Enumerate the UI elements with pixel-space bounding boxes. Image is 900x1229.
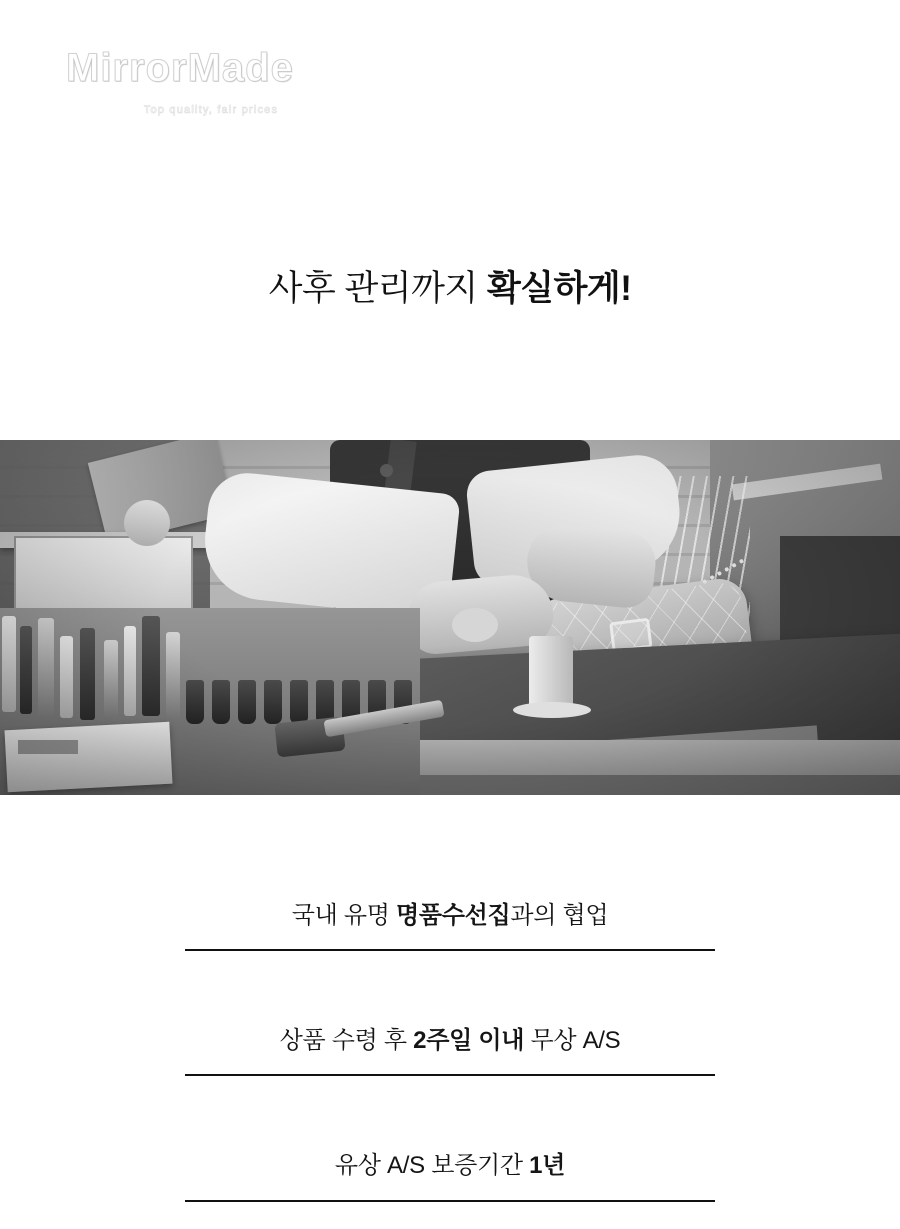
feature-spacer <box>0 951 900 1025</box>
headline-emphasis: 확실하게! <box>486 269 632 308</box>
photo-vignette <box>0 440 900 795</box>
brand-tagline: Top quality, fair prices <box>143 104 279 116</box>
feature-text-2 <box>185 1025 715 1074</box>
feature-3-emphasis: 1년 <box>529 1152 566 1180</box>
feature-1-lead: 국내 유명 <box>291 902 396 929</box>
feature-3-lead: 유상 A/S 보증기간 <box>334 1152 530 1180</box>
brand-watermark <box>66 48 356 116</box>
feature-divider-3 <box>185 1200 715 1202</box>
brand-name: MirrorMade <box>66 46 294 90</box>
feature-text-1 <box>185 900 715 949</box>
feature-1-emphasis: 명품수선집 <box>395 902 511 929</box>
feature-item-2 <box>185 1025 715 1076</box>
photo-illustration <box>0 440 900 795</box>
feature-list <box>0 900 900 1202</box>
feature-spacer <box>0 1076 900 1150</box>
headline-lead: 사후 관리까지 <box>268 269 487 308</box>
feature-2-lead: 상품 수령 후 <box>279 1027 414 1055</box>
feature-item-3 <box>185 1150 715 1201</box>
feature-2-emphasis: 2주일 이내 <box>413 1027 525 1055</box>
feature-1-tail: 과의 협업 <box>510 902 609 929</box>
feature-2-tail: 무상 A/S <box>524 1027 621 1055</box>
craftsman-photo <box>0 440 900 795</box>
feature-item-1 <box>185 900 715 951</box>
page-headline <box>0 268 900 310</box>
feature-text-3 <box>185 1150 715 1199</box>
